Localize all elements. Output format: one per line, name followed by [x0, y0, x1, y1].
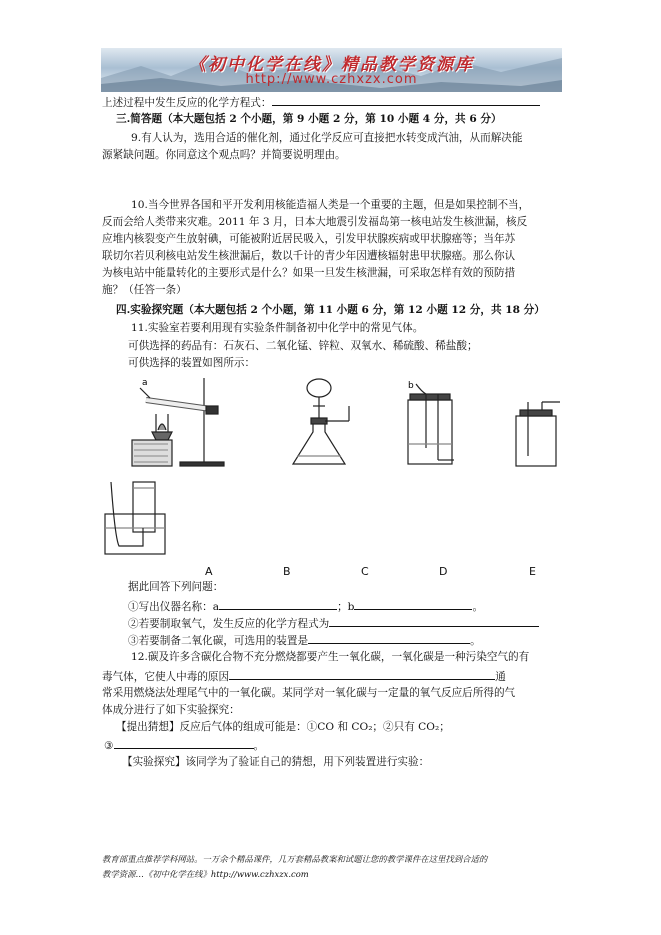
banner-url[interactable]: http://www.czhxzx.com	[245, 72, 418, 87]
apparatus-letter-a: A	[205, 565, 213, 578]
poison-reason-blank[interactable]	[229, 668, 495, 680]
q10-line-4: 联切尔若贝利核电站发生核泄漏后，数以千计的青少年因遭核辐射患甲状腺癌。那么你认	[102, 250, 516, 262]
equation-answer-blank[interactable]	[272, 94, 540, 106]
q12-line-2	[102, 668, 506, 684]
answer-1-prefix: ①写出仪器名称：a	[128, 601, 220, 613]
q12-hypothesis-3-end: 。	[253, 740, 265, 752]
q12-line-2-text: 毒气体，它使人中毒的原因	[102, 671, 230, 683]
apparatus-letter-c: C	[361, 565, 369, 578]
footer-line-1: 教育部重点推荐学科网站。一万余个精品课件，几万套精品教案和试题让您的教学课件在这里找到合适的	[102, 854, 488, 864]
q12-line-4: 体成分进行了如下实验探究：	[102, 704, 240, 716]
apparatus-letter-d: D	[439, 565, 448, 578]
q12-hypothesis-3-marker: ③	[104, 740, 114, 752]
answer-3	[128, 632, 481, 648]
apparatus-letter-b: B	[283, 565, 291, 578]
q12-experiment: 【实验探究】该同学为了验证自己的猜想，用下列装置进行实验：	[122, 756, 430, 768]
q11-line-1: 11.实验室若要利用现有实验条件制备初中化学中的常见气体。	[131, 322, 424, 334]
answer-2	[128, 615, 539, 631]
q10-line-6: 施？（任答一条）	[102, 284, 187, 296]
section-4-heading: 四.实验探究题（本大题包括 2 个小题，第 11 小题 6 分，第 12 小题 12 分，共 18 分）	[116, 304, 545, 316]
equation-prompt-text: 上述过程中发生反应的化学方程式：	[102, 97, 272, 109]
q9-line-1: 9.有人认为，选用合适的催化剂，通过化学反应可直接把水转变成汽油，从而解决能	[131, 132, 523, 144]
apparatus-letter-e: E	[529, 565, 536, 578]
q12-line-3: 常采用燃烧法处理尾气中的一氧化碳。某同学对一氧化碳与一定量的氧气反应后所得的气	[102, 687, 516, 699]
apparatus-b	[287, 376, 357, 470]
oxygen-equation-blank[interactable]	[329, 615, 539, 627]
q9-line-2: 源紧缺问题。你同意这个观点吗？并简要说明理由。	[102, 149, 346, 161]
q10-line-2: 反而会给人类带来灾难。2011 年 3 月，日本大地震引发福岛第一核电站发生核泄漏，核反	[102, 216, 528, 228]
q12-line-2-tail: 通	[495, 671, 506, 683]
footer-line-2[interactable]: 教学资源…《初中化学在线》http://www.czhxzx.com	[102, 869, 309, 879]
label-b: b	[408, 381, 414, 391]
q12-line-1: 12.碳及许多含碳化合物不充分燃烧都要产生一氧化碳，一氧化碳是一种污染空气的有	[131, 651, 530, 663]
q11-line-3: 可供选择的装置如图所示：	[128, 357, 256, 369]
answer-3-prefix: ③若要制备二氧化碳，可选用的装置是	[128, 635, 309, 647]
co2-apparatus-blank[interactable]	[308, 632, 470, 644]
q10-line-5: 为核电站中能量转化的主要形式是什么？如果一旦发生核泄漏，可采取怎样有效的预防措	[102, 267, 516, 279]
answer-1-mid: ；b	[337, 601, 355, 613]
q10-line-1: 10.当今世界各国和平开发利用核能造福人类是一个重要的主题，但是如果控制不当，	[131, 199, 530, 211]
q12-hypothesis: 【提出猜想】反应后气体的组成可能是：①CO 和 CO₂；②只有 CO₂；	[116, 721, 450, 733]
equation-prompt	[102, 94, 540, 110]
q11-line-2: 可供选择的药品有：石灰石、二氧化锰、锌粒、双氧水、稀硫酸、稀盐酸；	[128, 340, 478, 352]
answer-3-end: 。	[470, 635, 481, 647]
section-3-heading: 三.简答题（本大题包括 2 个小题，第 9 小题 2 分，第 10 小题 4 分，共 6 分）	[116, 113, 502, 125]
banner-title: 《初中化学在线》精品教学资源库	[189, 55, 474, 75]
answer-1	[128, 598, 483, 614]
header-banner	[101, 48, 562, 92]
label-a: a	[142, 378, 148, 388]
answer-2-text: ②若要制取氧气，发生反应的化学方程式为	[128, 618, 330, 630]
apparatus-a	[128, 374, 230, 470]
instrument-b-blank[interactable]	[354, 598, 472, 610]
apparatus-e	[103, 478, 169, 558]
answer-intro: 据此回答下列问题：	[128, 581, 224, 593]
apparatus-c	[402, 378, 462, 470]
hypothesis-3-blank[interactable]	[114, 737, 254, 749]
apparatus-d	[512, 398, 564, 470]
q12-hypothesis-3	[104, 737, 264, 753]
answer-1-end: 。	[472, 601, 484, 613]
instrument-a-blank[interactable]	[219, 598, 337, 610]
q10-line-3: 应堆内核裂变产生放射碘，可能被附近居民吸入，引发甲状腺疾病或甲状腺癌等；当年苏	[102, 233, 516, 245]
